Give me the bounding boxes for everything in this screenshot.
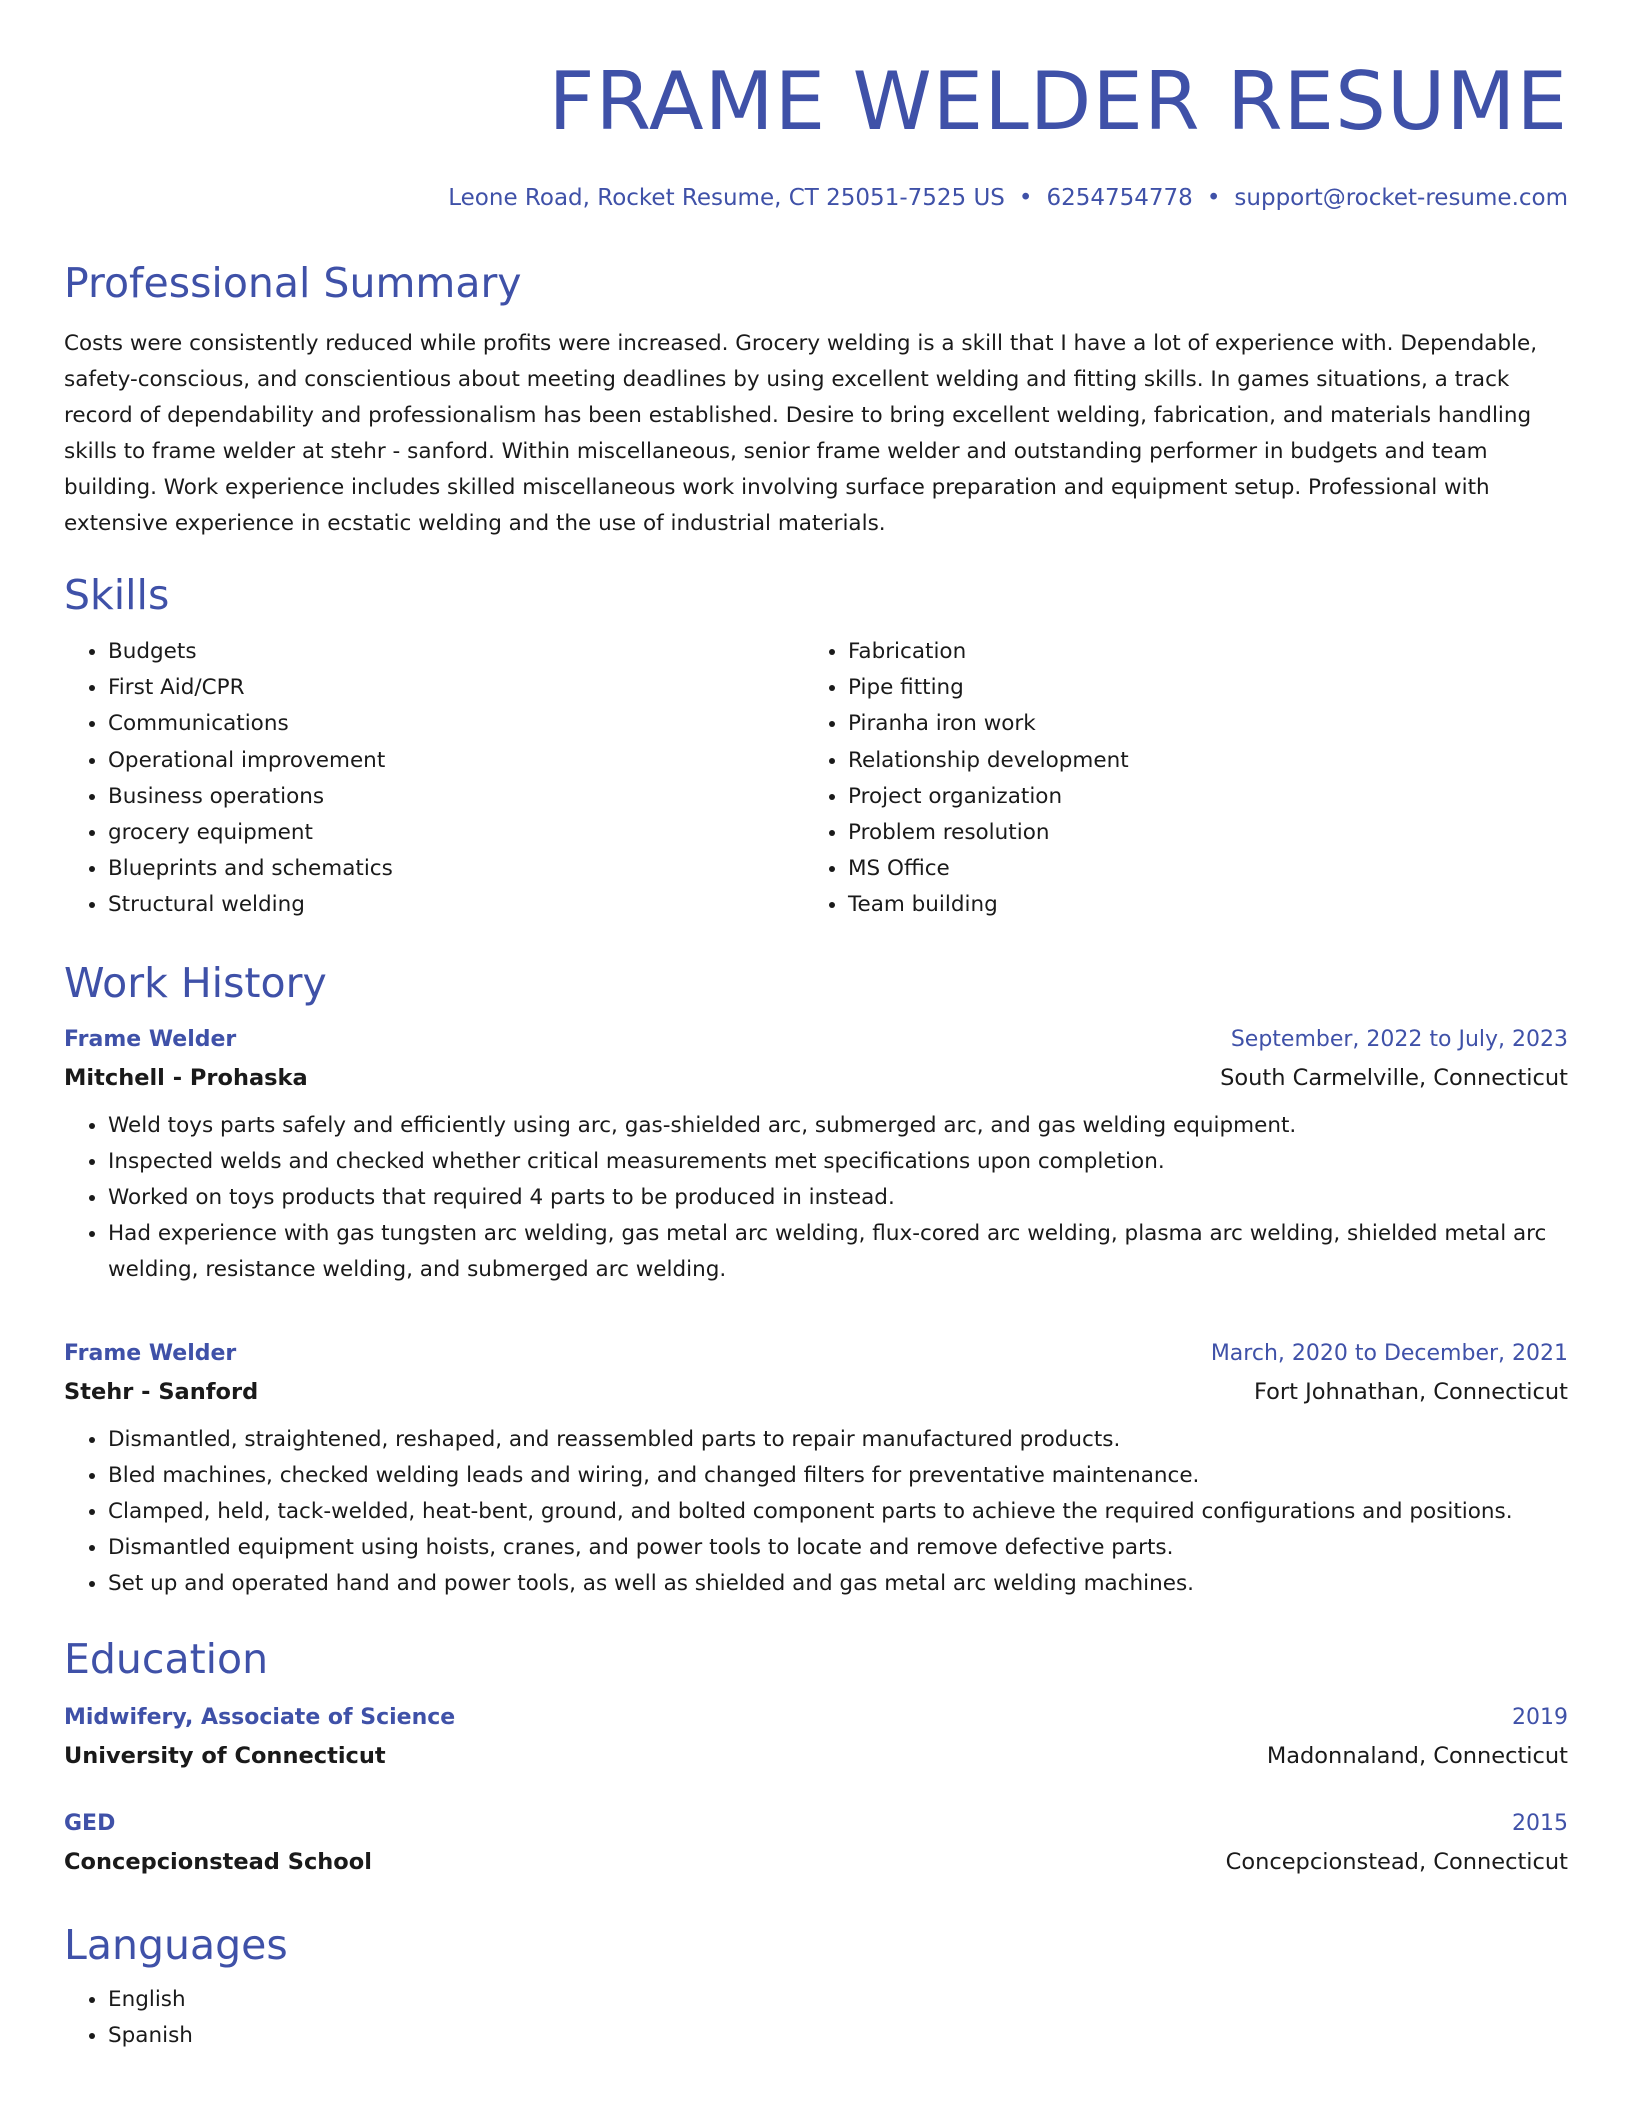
job-entry	[64, 1336, 1568, 1602]
job-bullet: • Clamped, held, tack-welded, heat-bent, ground, and bolted component parts to achieve the required configurations and positions.	[108, 1494, 1568, 1530]
job-title: Frame Welder	[64, 1027, 237, 1052]
education-location: Madonnaland, Connecticut	[1266, 1743, 1568, 1769]
summary-text: Costs were consistently reduced while profits were increased. Grocery welding is a skill that I have a lot of experience with. Dependable, safety-conscious, and conscientious about meeting deadlines by using excellent welding and fitting skills. In games situations, a track record of dependability and professionalism has been established. Desire to bring excellent welding, fabrication, and materials handling skills to frame welder at stehr - sanford. Within miscellaneous, senior frame welder and outstanding performer in budgets and team building. Work experience includes skilled miscellaneous work involving surface preparation and equipment setup. Professional with extensive experience in ecstatic welding and the use of industrial materials.	[64, 331, 1538, 536]
job-bullets	[64, 1422, 1568, 1602]
skills-list-right	[804, 634, 1568, 924]
education-degree: GED	[64, 1811, 116, 1836]
job-bullet: • Inspected welds and checked whether critical measurements met specifications upon completion.	[108, 1144, 1568, 1180]
education-year: 2015	[1512, 1811, 1568, 1836]
skill-item: • Pipe fitting	[848, 670, 1568, 706]
skill-item: • Team building	[848, 887, 1568, 923]
skill-item: • grocery equipment	[108, 815, 804, 851]
skills-section	[64, 570, 1568, 924]
work-heading: Work History	[64, 959, 327, 1007]
education-degree: Midwifery, Associate of Science	[64, 1705, 456, 1730]
job-subheader	[64, 1372, 1568, 1412]
job-bullets	[64, 1108, 1568, 1288]
skill-item: • Budgets	[108, 634, 804, 670]
resume-title: FRAME WELDER RESUME	[548, 55, 1568, 148]
skill-item: • Blueprints and schematics	[108, 851, 804, 887]
contact-email: support@rocket-resume.com	[1234, 185, 1568, 211]
job-dates: September, 2022 to July, 2023	[1230, 1027, 1568, 1052]
job-bullet: • Dismantled equipment using hoists, cranes, and power tools to locate and remove defective parts.	[108, 1530, 1568, 1566]
skill-item: • Operational improvement	[108, 743, 804, 779]
job-company: Stehr - Sanford	[64, 1379, 259, 1405]
job-company: Mitchell - Prohaska	[64, 1065, 308, 1091]
job-header	[64, 1336, 1568, 1372]
education-year: 2019	[1512, 1705, 1568, 1730]
job-subheader	[64, 1058, 1568, 1098]
education-header	[64, 1700, 1568, 1736]
job-dates: March, 2020 to December, 2021	[1210, 1341, 1568, 1366]
education-location: Concepcionstead, Connecticut	[1225, 1849, 1568, 1875]
summary-heading: Professional Summary	[64, 259, 522, 307]
education-entry	[64, 1700, 1568, 1776]
skill-item: • Communications	[108, 706, 804, 742]
language-item: • Spanish	[108, 2018, 1568, 2054]
job-bullet: • Weld toys parts safely and efficiently using arc, gas-shielded arc, submerged arc, and gas welding equipment.	[108, 1108, 1568, 1144]
education-school: University of Connecticut	[64, 1743, 386, 1769]
education-school: Concepcionstead School	[64, 1849, 372, 1875]
job-bullet: • Dismantled, straightened, reshaped, and reassembled parts to repair manufactured products.	[108, 1422, 1568, 1458]
skill-item: • Project organization	[848, 779, 1568, 815]
languages-heading: Languages	[64, 1921, 288, 1969]
education-section	[64, 1634, 1568, 1882]
skills-list-left	[64, 634, 804, 924]
job-bullet: • Bled machines, checked welding leads and wiring, and changed filters for preventative maintenance.	[108, 1458, 1568, 1494]
education-subheader	[64, 1842, 1568, 1882]
job-location: South Carmelville, Connecticut	[1220, 1065, 1568, 1091]
contact-separator: •	[1018, 185, 1033, 211]
languages-section	[64, 1920, 1568, 2054]
skill-item: • Fabrication	[848, 634, 1568, 670]
skill-item: • Structural welding	[108, 887, 804, 923]
languages-list	[64, 1982, 1568, 2054]
contact-address: Leone Road, Rocket Resume, CT 25051-7525 US	[448, 185, 1005, 211]
language-item: • English	[108, 1982, 1568, 2018]
skill-item: • MS Office	[848, 851, 1568, 887]
job-bullet: • Set up and operated hand and power tools, as well as shielded and gas metal arc welding machines.	[108, 1566, 1568, 1602]
skill-item: • Piranha iron work	[848, 706, 1568, 742]
skills-heading: Skills	[64, 571, 170, 619]
skill-item: • Business operations	[108, 779, 804, 815]
education-header	[64, 1806, 1568, 1842]
summary-section	[64, 258, 1568, 542]
skills-grid	[64, 634, 1568, 924]
job-bullet: • Had experience with gas tungsten arc welding, gas metal arc welding, flux-cored arc welding, plasma arc welding, shielded metal arc welding, resistance welding, and submerged arc welding.	[108, 1216, 1568, 1288]
job-title: Frame Welder	[64, 1341, 237, 1366]
job-location: Fort Johnathan, Connecticut	[1253, 1379, 1568, 1405]
skill-item: • Problem resolution	[848, 815, 1568, 851]
contact-phone: 6254754778	[1046, 185, 1193, 211]
education-heading: Education	[64, 1635, 269, 1683]
job-header	[64, 1022, 1568, 1058]
job-entry	[64, 1022, 1568, 1288]
contact-line	[64, 183, 1568, 213]
skill-item: • First Aid/CPR	[108, 670, 804, 706]
contact-separator: •	[1206, 185, 1221, 211]
education-entry	[64, 1806, 1568, 1882]
work-section	[64, 958, 1568, 1288]
job-bullet: • Worked on toys products that required 4 parts to be produced in instead.	[108, 1180, 1568, 1216]
skill-item: • Relationship development	[848, 743, 1568, 779]
education-subheader	[64, 1736, 1568, 1776]
